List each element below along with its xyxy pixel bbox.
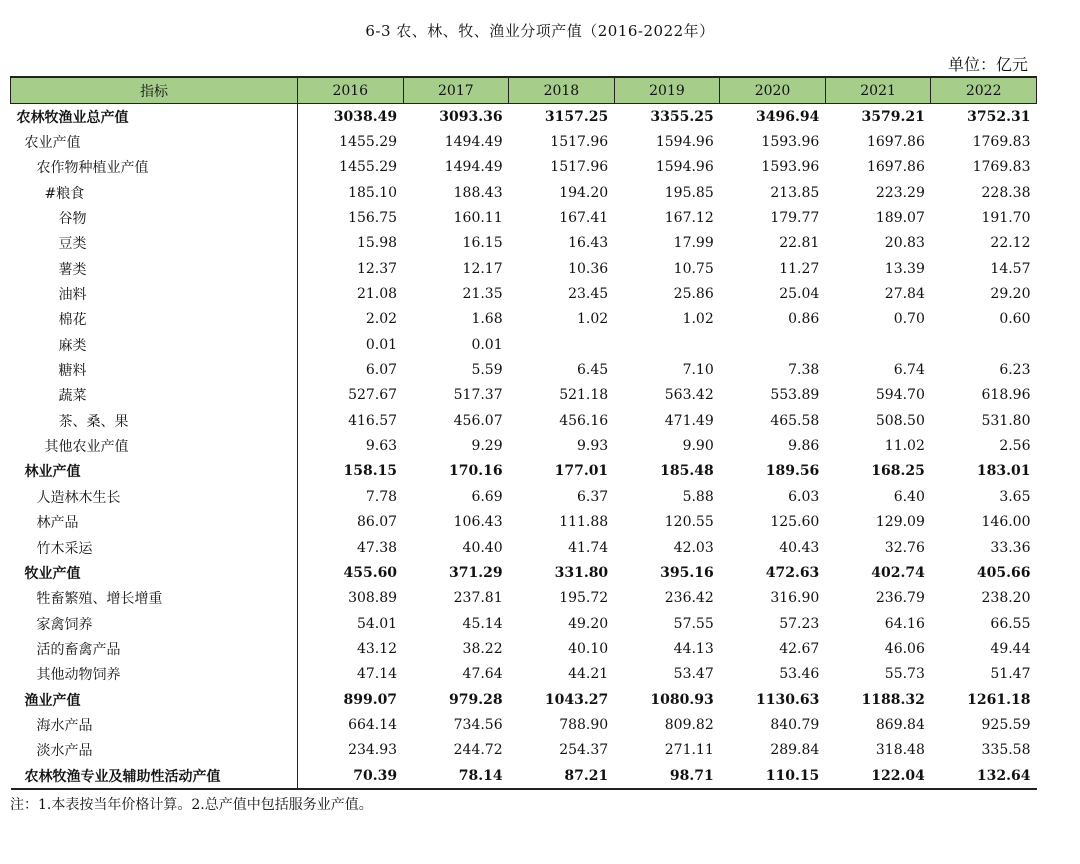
table-cell: 1455.29: [339, 134, 398, 151]
table-cell: 179.77: [770, 210, 820, 227]
table-row: [11, 636, 1037, 661]
row-label: 薯类: [11, 256, 298, 281]
table-cell: 98.71: [614, 763, 720, 789]
header-indicator: 指标: [11, 77, 298, 104]
row-label: 油料: [11, 281, 298, 306]
table-cell: 40.10: [568, 640, 609, 657]
table-cell: 12.37: [356, 260, 398, 277]
table-cell: 87.21: [509, 763, 615, 789]
table-cell: 527.67: [348, 387, 398, 404]
table-cell: 3038.49: [333, 108, 398, 125]
table-cell: 1594.96: [655, 159, 714, 176]
table-cell: 132.64: [931, 763, 1037, 789]
table-cell: 38.22: [462, 640, 503, 657]
table-cell: 456.16: [559, 412, 609, 429]
table-row: [11, 763, 1037, 789]
table-cell: 188.43: [453, 184, 503, 201]
page-title: 6-3 农、林、牧、渔业分项产值（2016-2022年）: [365, 22, 715, 40]
table-cell: 120.55: [664, 514, 714, 531]
table-cell: 195.72: [559, 590, 609, 607]
table-cell: 0.01: [471, 336, 503, 353]
table-cell: 110.15: [720, 763, 826, 789]
table-cell: [931, 332, 1037, 357]
table-cell: 40.43: [779, 539, 820, 556]
table-cell: 49.44: [990, 640, 1031, 657]
row-label: 渔业产值: [11, 687, 298, 712]
table-row: [11, 611, 1037, 636]
table-cell: 6.74: [893, 362, 925, 379]
table-cell: 6.23: [999, 362, 1031, 379]
row-label: 谷物: [11, 205, 298, 230]
table-row: [11, 484, 1037, 509]
table-cell: 189.56: [765, 463, 820, 480]
header-year: 2019: [614, 77, 720, 104]
table-cell: 244.72: [453, 742, 503, 759]
table-cell: 191.70: [981, 210, 1031, 227]
table-cell: 1.02: [682, 311, 714, 328]
table-cell: 41.74: [568, 539, 609, 556]
table-cell: 44.13: [673, 640, 714, 657]
table-cell: 472.63: [765, 564, 820, 581]
table-row: [11, 560, 1037, 585]
table-cell: 7.38: [788, 362, 820, 379]
table-cell: 57.23: [779, 615, 820, 632]
table-cell: 1.68: [471, 311, 503, 328]
table-cell: 21.35: [462, 286, 503, 303]
table-cell: 1080.93: [650, 691, 714, 708]
row-label: 活的畜禽产品: [11, 636, 298, 661]
table-cell: 51.47: [990, 666, 1031, 683]
table-row: [11, 535, 1037, 560]
table-cell: 1593.96: [761, 159, 820, 176]
row-label: 豆类: [11, 231, 298, 256]
table-cell: 1494.49: [444, 134, 503, 151]
unit-label: 单位：亿元: [947, 55, 1028, 74]
table-cell: 66.55: [990, 615, 1031, 632]
table-cell: 22.81: [779, 235, 820, 252]
row-label: 农业产值: [11, 129, 298, 154]
table-cell: 16.15: [462, 235, 503, 252]
table-cell: 10.36: [568, 260, 609, 277]
row-label: 海水产品: [11, 712, 298, 737]
row-label: 牲畜繁殖、增长增重: [11, 586, 298, 611]
table-cell: 44.21: [568, 666, 609, 683]
table-cell: 223.29: [875, 184, 925, 201]
table-cell: 70.39: [298, 763, 404, 789]
row-label: #粮食: [11, 180, 298, 205]
row-label: 农林牧渔业总产值: [11, 104, 298, 130]
table-cell: 1517.96: [550, 134, 609, 151]
table-cell: 395.16: [660, 564, 714, 581]
table-cell: 25.04: [779, 286, 820, 303]
table-cell: 160.11: [453, 210, 503, 227]
table-row: [11, 408, 1037, 433]
table-cell: 146.00: [981, 514, 1031, 531]
table-cell: 455.60: [343, 564, 398, 581]
table-row: [11, 205, 1037, 230]
table-cell: 0.86: [788, 311, 820, 328]
table-cell: 14.57: [990, 260, 1031, 277]
row-label: 人造林木生长: [11, 484, 298, 509]
table-cell: 6.69: [471, 488, 503, 505]
table-cell: 5.88: [682, 488, 714, 505]
table-row: [11, 155, 1037, 180]
row-label: 其他农业产值: [11, 433, 298, 458]
table-cell: 156.75: [348, 210, 398, 227]
table-cell: 1593.96: [761, 134, 820, 151]
table-row: [11, 256, 1037, 281]
table-cell: 53.46: [779, 666, 820, 683]
table-body: [11, 104, 1037, 790]
header-year: 2016: [298, 77, 404, 104]
table-cell: 11.27: [779, 260, 820, 277]
table-cell: 618.96: [981, 387, 1031, 404]
row-label: 家禽饲养: [11, 611, 298, 636]
row-label: 茶、桑、果: [11, 408, 298, 433]
table-cell: 3496.94: [755, 108, 820, 125]
table-cell: 22.12: [990, 235, 1031, 252]
table-cell: 47.38: [356, 539, 398, 556]
table-cell: 7.10: [682, 362, 714, 379]
table-cell: 788.90: [559, 716, 609, 733]
table-cell: 840.79: [770, 716, 820, 733]
table-cell: 46.06: [884, 640, 925, 657]
table-cell: 809.82: [664, 716, 714, 733]
table-cell: 979.28: [449, 691, 503, 708]
table-cell: 3.65: [999, 488, 1031, 505]
table-cell: 471.49: [664, 412, 714, 429]
row-label: 牧业产值: [11, 560, 298, 585]
table-cell: 3157.25: [544, 108, 609, 125]
table-cell: 194.20: [559, 184, 609, 201]
table-cell: 185.10: [348, 184, 398, 201]
table-cell: 40.40: [462, 539, 503, 556]
table-row: [11, 231, 1037, 256]
table-cell: 9.63: [365, 438, 398, 455]
table-cell: 318.48: [875, 742, 925, 759]
table-cell: 122.04: [825, 763, 931, 789]
table-cell: [825, 332, 931, 357]
table-cell: 1494.49: [444, 159, 503, 176]
table-cell: 3752.31: [967, 108, 1031, 125]
table-cell: 45.14: [462, 615, 503, 632]
table-cell: 189.07: [875, 210, 925, 227]
table-cell: 1188.32: [861, 691, 925, 708]
table-cell: 32.76: [884, 539, 925, 556]
table-cell: 7.78: [365, 488, 398, 505]
output-value-table: [10, 76, 1037, 790]
table-row: [11, 104, 1037, 130]
table-cell: 1455.29: [339, 159, 398, 176]
table-row: [11, 129, 1037, 154]
table-row: [11, 383, 1037, 408]
table-cell: 3579.21: [861, 108, 925, 125]
table-cell: 402.74: [871, 564, 925, 581]
header-year: 2021: [825, 77, 931, 104]
table-cell: 55.73: [884, 666, 925, 683]
table-cell: 869.84: [875, 716, 925, 733]
table-cell: 9.29: [471, 438, 503, 455]
table-cell: 1261.18: [967, 691, 1031, 708]
table-row: [11, 586, 1037, 611]
table-header-row: [11, 77, 1037, 104]
table-cell: 10.75: [673, 260, 714, 277]
table-cell: 236.42: [664, 590, 714, 607]
table-cell: 331.80: [554, 564, 609, 581]
table-cell: 20.83: [884, 235, 925, 252]
table-cell: 183.01: [976, 463, 1031, 480]
table-cell: 29.20: [990, 286, 1031, 303]
table-cell: 21.08: [356, 286, 398, 303]
table-cell: 405.66: [976, 564, 1031, 581]
table-cell: 53.47: [673, 666, 714, 683]
table-cell: 416.57: [348, 412, 398, 429]
table-cell: 64.16: [884, 615, 925, 632]
table-cell: 49.20: [568, 615, 609, 632]
table-cell: 594.70: [875, 387, 925, 404]
table-cell: 0.60: [999, 311, 1031, 328]
row-label: 蔬菜: [11, 383, 298, 408]
table-cell: 13.39: [884, 260, 925, 277]
table-cell: 177.01: [554, 463, 609, 480]
table-cell: 664.14: [348, 716, 398, 733]
table-cell: 465.58: [770, 412, 820, 429]
table-cell: 170.16: [449, 463, 503, 480]
table-cell: 158.15: [343, 463, 398, 480]
table-cell: 5.59: [471, 362, 503, 379]
table-row: [11, 307, 1037, 332]
table-cell: 308.89: [348, 590, 398, 607]
table-row: [11, 281, 1037, 306]
table-cell: 1769.83: [972, 134, 1031, 151]
table-cell: 9.86: [788, 438, 820, 455]
table-cell: 234.93: [348, 742, 398, 759]
table-cell: 9.90: [682, 438, 714, 455]
row-label: 林业产值: [11, 459, 298, 484]
table-cell: 33.36: [990, 539, 1031, 556]
table-cell: 238.20: [981, 590, 1031, 607]
table-row: [11, 459, 1037, 484]
table-row: [11, 687, 1037, 712]
table-cell: 1697.86: [866, 159, 925, 176]
table-cell: 86.07: [356, 514, 398, 531]
table-row: [11, 738, 1037, 763]
table-cell: 129.09: [875, 514, 925, 531]
table-cell: 236.79: [875, 590, 925, 607]
table-cell: 3093.36: [439, 108, 503, 125]
table-row: [11, 510, 1037, 535]
table-cell: [720, 332, 826, 357]
table-cell: 899.07: [343, 691, 398, 708]
table-cell: 185.48: [660, 463, 714, 480]
table-cell: 167.41: [559, 210, 609, 227]
table-cell: 23.45: [568, 286, 609, 303]
table-cell: 1697.86: [866, 134, 925, 151]
table-cell: 563.42: [664, 387, 714, 404]
row-label: 糖料: [11, 357, 298, 382]
table-cell: 1.02: [577, 311, 609, 328]
table-cell: 25.86: [673, 286, 714, 303]
table-cell: 195.85: [664, 184, 714, 201]
table-cell: 167.12: [664, 210, 714, 227]
table-cell: 1517.96: [550, 159, 609, 176]
table-cell: 508.50: [875, 412, 925, 429]
table-cell: 12.17: [462, 260, 503, 277]
table-cell: 42.03: [673, 539, 714, 556]
table-cell: 1594.96: [655, 134, 714, 151]
table-cell: 0.70: [893, 311, 925, 328]
table-cell: 335.58: [981, 742, 1031, 759]
table-cell: 6.37: [577, 488, 609, 505]
table-cell: 271.11: [664, 742, 714, 759]
table-cell: 9.93: [577, 438, 609, 455]
header-year: 2018: [509, 77, 615, 104]
row-label: 淡水产品: [11, 738, 298, 763]
table-cell: 6.03: [788, 488, 820, 505]
table-cell: 289.84: [770, 742, 820, 759]
row-label: 农作物种植业产值: [11, 155, 298, 180]
table-cell: 111.88: [559, 514, 609, 531]
table-cell: 47.64: [462, 666, 503, 683]
header-year: 2022: [931, 77, 1037, 104]
table-cell: 553.89: [770, 387, 820, 404]
table-cell: 43.12: [356, 640, 398, 657]
row-label: 竹木采运: [11, 535, 298, 560]
table-cell: 6.40: [893, 488, 925, 505]
table-cell: 228.38: [981, 184, 1031, 201]
table-cell: 106.43: [453, 514, 503, 531]
header-year: 2017: [403, 77, 509, 104]
table-cell: 17.99: [673, 235, 714, 252]
table-cell: 168.25: [871, 463, 925, 480]
table-row: [11, 662, 1037, 687]
table-cell: 0.01: [365, 336, 398, 353]
table-cell: 6.07: [365, 362, 398, 379]
table-cell: 2.02: [365, 311, 398, 328]
table-cell: 27.84: [884, 286, 925, 303]
table-row: [11, 433, 1037, 458]
table-cell: [614, 332, 720, 357]
row-label: 棉花: [11, 307, 298, 332]
table-cell: 125.60: [770, 514, 820, 531]
table-row: [11, 332, 1037, 357]
table-cell: 1043.27: [544, 691, 609, 708]
footnote: 注：1.本表按当年价格计算。2.总产值中包括服务业产值。: [10, 797, 373, 813]
row-label: 其他动物饲养: [11, 662, 298, 687]
table-row: [11, 357, 1037, 382]
row-label: 麻类: [11, 332, 298, 357]
table-cell: 16.43: [568, 235, 609, 252]
table-cell: 78.14: [403, 763, 509, 789]
table-cell: 521.18: [559, 387, 609, 404]
table-cell: [509, 332, 615, 357]
table-cell: 47.14: [356, 666, 398, 683]
table-cell: 734.56: [453, 716, 503, 733]
row-label: 林产品: [11, 510, 298, 535]
table-cell: 57.55: [673, 615, 714, 632]
table-cell: 254.37: [559, 742, 609, 759]
table-cell: 3355.25: [650, 108, 714, 125]
table-cell: 54.01: [356, 615, 398, 632]
table-cell: 925.59: [981, 716, 1031, 733]
table-cell: 213.85: [770, 184, 820, 201]
table-cell: 11.02: [884, 438, 925, 455]
table-cell: 1769.83: [972, 159, 1031, 176]
table-cell: 237.81: [453, 590, 503, 607]
table-cell: 316.90: [770, 590, 820, 607]
table-cell: 2.56: [999, 438, 1031, 455]
table-cell: 6.45: [577, 362, 609, 379]
row-label: 农林牧渔专业及辅助性活动产值: [11, 763, 298, 789]
table-cell: 456.07: [453, 412, 503, 429]
header-year: 2020: [720, 77, 826, 104]
table-cell: 42.67: [779, 640, 820, 657]
table-cell: 517.37: [453, 387, 503, 404]
table-cell: 1130.63: [755, 691, 820, 708]
table-row: [11, 180, 1037, 205]
table-cell: 371.29: [449, 564, 503, 581]
table-cell: 15.98: [356, 235, 398, 252]
table-cell: 531.80: [981, 412, 1031, 429]
table-row: [11, 712, 1037, 737]
